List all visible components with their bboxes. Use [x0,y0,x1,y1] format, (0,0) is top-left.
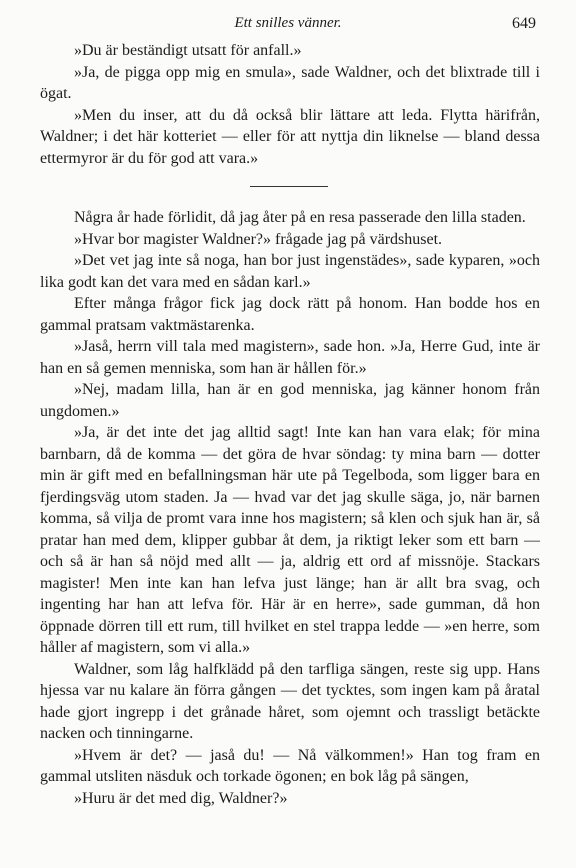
paragraph: »Ja, är det inte det jag alltid sagt! Inte kan han vara elak; för mina barnbarn, då de komma — det göra de hvar söndag: ty mina barn — dotter min är gift med en befallningsman här ute på Tegelboda, som ligger bara en fjerdingsväg utom staden. Ja — hvad var det jag skulle säga, jo, när barnen komma, så vilja de promt vara inne hos magistern; så klen och sjuk han är, så pratar han med dem, klipper gubbar åt dem, ja riktigt leker som ett barn — och så är han så nöjd med allt — ja, aldrig ett ord af missnöje. Stackars magister! Men inte kan han lefva just länge; han är allt bra svag, och ingenting har han att lefva för. Här är en herre», sade gumman, då hon öppnade dörren till ett rum, till hvilket en stel trappa ledde — »en herre, som håller af magistern, som vi alla.» [40,424,540,656]
paragraph: »Du är beständigt utsatt för anfall.» [74,42,302,59]
paragraph: »Men du inser, att du då också blir lättare att leda. Flytta härifrån, Waldner; i det här kotteriet — eller för att nyttja din liknelse — bland dessa ettermyror är du för god att vara.» [40,106,540,167]
paragraph: »Jaså, herrn vill tala med magistern», sade hon. »Ja, Herre Gud, inte är han en så gemen menniska, som han är hållen för.» [40,338,540,377]
section-2 [40,207,540,809]
section-divider [250,186,328,187]
running-title: Ett snilles vänner. [234,15,342,31]
paragraph: »Det vet jag inte så noga, han bor just ingenstädes», sade kyparen, »och lika godt kan det vara med en sådan karl.» [40,252,540,291]
paragraph: Waldner, som låg halfklädd på den tarfliga sängen, reste sig upp. Hans hjessa var nu kalare än förra gången — det tycktes, som ingen kam på åratal hade gjort ingrepp i det grånade håret, som ojemnt och trassligt betäckte nacken och tinningarne. [40,660,540,742]
page-number: 649 [512,15,536,32]
paragraph: »Nej, madam lilla, han är en god menniska, jag känner honom från ungdomen.» [40,381,540,420]
paragraph: Efter många frågor fick jag dock rätt på honom. Han bodde hos en gammal pratsam vaktmästarenka. [40,295,540,334]
paragraph: »Huru är det med dig, Waldner?» [74,789,288,807]
paragraph: »Ja, de pigga opp mig en smula», sade Waldner, och det blixtrade till i ögat. [40,63,540,102]
page-header [0,15,576,39]
paragraph: »Hvem är det? — jaså du! — Nå välkommen!» Han tog fram en gammal utsliten näsduk och torkade ögonen; en bok låg på sängen, [40,746,540,785]
paragraph: »Hvar bor magister Waldner?» frågade jag på värdshuset. [74,230,443,248]
paragraph: Några år hade förlidit, då jag åter på en resa passerade den lilla staden. [74,209,526,226]
section-1 [40,40,540,169]
